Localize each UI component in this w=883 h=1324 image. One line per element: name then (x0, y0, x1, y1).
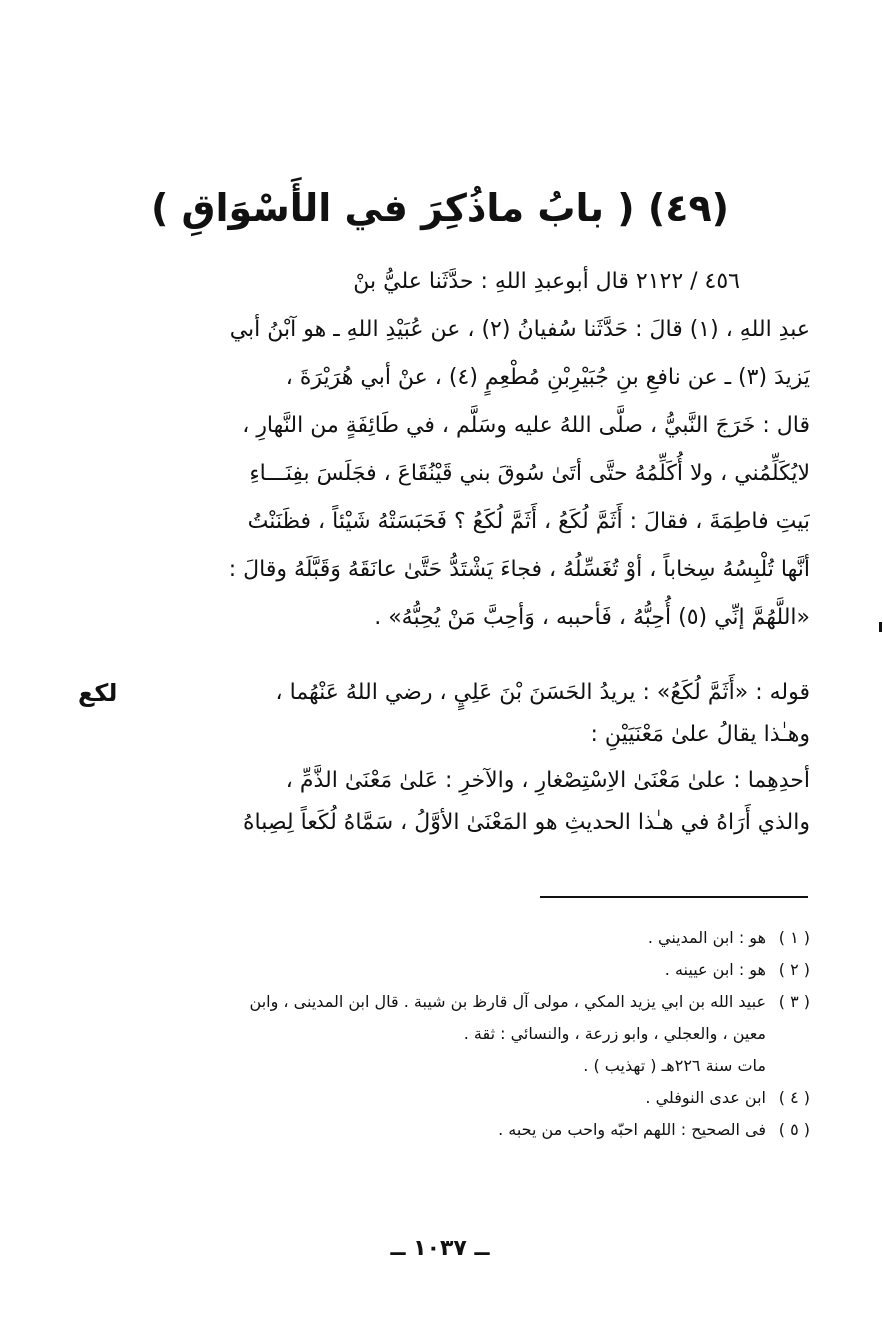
footnote-line: مات سنة ٢٢٦هـ ( تهذيب ) . (583, 1056, 766, 1075)
hadith-line: قال : خَرَجَ النَّبيُّ ، صلَّى اللهُ عليه وسَلَّم ، في طَائِفَةٍ من النَّهارِ ، (242, 413, 810, 438)
hadith-line: بَيتِ فاطِمَةَ ، فقالَ : أَثَمَّ لُكَعُ ، أَثَمَّ لُكَعُ ؟ فَحَبَسَتْهُ شَيْئاً ، فظَنَنْتُ (247, 509, 810, 534)
footnote (140, 1114, 810, 1146)
footnote-line: ابن عدى النوفلي . (645, 1088, 766, 1107)
commentary-text (140, 672, 810, 844)
footnote-text (140, 1082, 766, 1114)
footnote-text (140, 922, 766, 954)
footnote-number: ( ١ ) (778, 928, 810, 947)
hadith-line: لايُكَلِّمُني ، ولا أُكَلِّمُهُ حتَّى أتَىٰ سُوقَ بني قَيْنُقَاعَ ، فجَلَسَ بفِنَـــاءِ (249, 461, 810, 486)
margin-note: لكع (78, 679, 118, 707)
footnote (140, 922, 810, 954)
chapter-title: (٤٩) ( بابُ ماذُكِرَ في الأَسْوَاقِ ) (150, 186, 730, 230)
footnote-text (140, 986, 766, 1082)
footnote-number: ( ٣ ) (778, 992, 810, 1011)
footnote-line: فى الصحيح : اللهم احبّه واحب من يحبه . (498, 1120, 766, 1139)
footnote (140, 986, 810, 1082)
commentary-line: وهـٰذا يقالُ علىٰ مَعْنَيَيْنِ : (590, 722, 810, 747)
footnote-text (140, 954, 766, 986)
footnote-text (140, 1114, 766, 1146)
hadith-text (140, 258, 810, 642)
scan-edge-mark (879, 622, 882, 632)
hadith-line: «اللَّهُمَّ إنِّي (٥) أُحِبُّهُ ، فَأحببه ، وَأحِبَّ مَنْ يُحِبُّهُ» . (374, 605, 810, 630)
footnote (140, 954, 810, 986)
footnote-line: معين ، والعجلي ، وابو زرعة ، والنسائي : ثقة . (463, 1024, 766, 1043)
hadith-line: عبدِ اللهِ ، (١) قالَ : حَدَّثَنا سُفيانُ (٢) ، عن عُبَيْدِ اللهِ ـ هو آبْنُ أبي (229, 317, 810, 342)
footnote-line: هو : ابن المديني . (647, 928, 766, 947)
page-number: ــ ١٠٣٧ ــ (390, 1236, 490, 1261)
commentary-line: والذي أَرَاهُ في هـٰذا الحديثِ هو المَعْنَىٰ الأوَّلُ ، سَمَّاهُ لُكَعاً لِصِباهُ (242, 810, 810, 835)
hadith-line: ٤٥٦ / ٢١٢٢ قال أبوعبدِ اللهِ : حدَّثَنا عليُّ بنْ (353, 269, 740, 294)
commentary-line: قوله : «أَثَمَّ لُكَعُ» : يريدُ الحَسَنَ بْنَ عَلِيٍ ، رضي اللهُ عَنْهُما ، (275, 680, 810, 705)
footnote-number: ( ٢ ) (778, 960, 810, 979)
footnote-divider (540, 896, 808, 898)
footnote-line: هو : ابن عيينه . (664, 960, 766, 979)
footnotes (140, 922, 810, 1146)
footnote-number: ( ٤ ) (778, 1088, 810, 1107)
commentary-line: أحدِهِما : علىٰ مَعْنَىٰ الاِسْتِصْغارِ ، والآخرِ : عَلىٰ مَعْنَىٰ الذَّمِّ ، (285, 768, 810, 793)
footnote (140, 1082, 810, 1114)
footnote-number: ( ٥ ) (778, 1120, 810, 1139)
hadith-line: يَزيدَ (٣) ـ عن نافعِ بنِ جُبَيْرِبْنِ مُطْعِمٍ (٤) ، عنْ أبي هُرَيْرَةَ ، (285, 365, 810, 390)
footnote-line: عبيد الله بن ابي يزيد المكي ، مولى آل قارظ بن شيبة . قال ابن المدينى ، وابن (249, 992, 766, 1011)
hadith-line: أنَّها تُلْبِسُهُ سِخاباً ، أوْ تُغَسِّلُهُ ، فجاءَ يَشْتَدُّ حَتَّىٰ عانَقَهُ وَقَبَّلَهُ وقالَ : (228, 557, 810, 582)
